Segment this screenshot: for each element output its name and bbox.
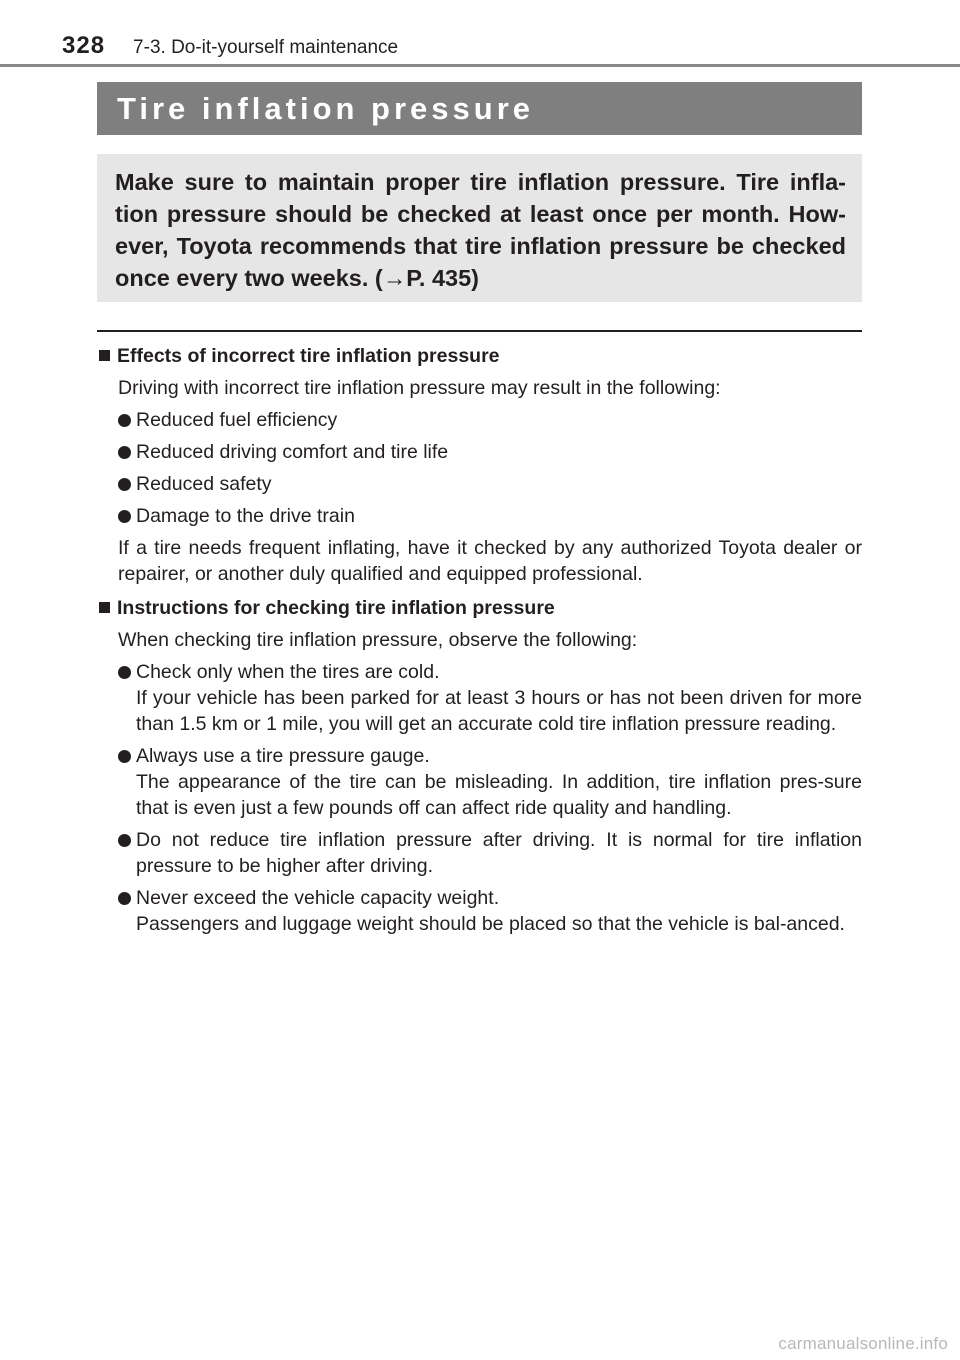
intro-text: Make sure to maintain proper tire inflation pressure. Tire infla-tion pressure should be checked at least once per month. How-ever, Toyota recommends that tire inflation pressure be checked once every two weeks. (→P. 435) [115,169,846,291]
list-item [97,439,862,465]
list-item [97,885,862,911]
page-header [62,26,398,58]
page-title: Tire inflation pressure [117,91,535,126]
section-heading-text: Effects of incorrect tire inflation pressure [117,345,500,367]
list-item-detail: The appearance of the tire can be misleading. In addition, tire inflation pres-sure that is even just a few pounds off can affect ride quality and handling. [136,771,862,819]
list-item [97,471,862,497]
round-bullet-icon [118,750,131,763]
list-item-detail: Passengers and luggage weight should be placed so that the vehicle is bal-anced. [136,913,845,935]
watermark: carmanualsonline.info [778,1334,948,1353]
round-bullet-icon [118,510,131,523]
list-item-text: Damage to the drive train [136,505,355,527]
square-bullet-icon [99,350,110,361]
content [97,343,862,937]
list-item-text: Reduced safety [136,473,272,495]
list-item [97,659,862,685]
round-bullet-icon [118,892,131,905]
section-lead: Driving with incorrect tire inflation pressure may result in the following: [118,377,721,399]
list-item-text: Reduced driving comfort and tire life [136,441,449,463]
square-bullet-icon [99,602,110,613]
list-item [97,407,862,433]
section-heading-instructions [97,595,862,621]
section-heading-effects [97,343,862,369]
list-item-text: Reduced fuel efficiency [136,409,338,431]
list-item-title: Always use a tire pressure gauge. [136,745,430,767]
list-item-title: Do not reduce tire inflation pressure after driving. It is normal for tire inflation pressure to be higher after driving. [136,829,862,877]
round-bullet-icon [118,666,131,679]
round-bullet-icon [118,446,131,459]
round-bullet-icon [118,414,131,427]
list-item [97,503,862,529]
section-closing: If a tire needs frequent inflating, have it checked by any authorized Toyota dealer or repairer, or another duly qualified and equipped professional. [118,537,862,585]
list-item [97,827,862,879]
round-bullet-icon [118,834,131,847]
list-item-title: Never exceed the vehicle capacity weight. [136,887,500,909]
list-item [97,743,862,769]
section-heading-text: Instructions for checking tire inflation pressure [117,597,555,619]
title-bar [97,82,862,135]
intro-box [97,154,862,302]
header-divider [0,64,960,67]
section-reference: 7-3. Do-it-yourself maintenance [133,37,399,58]
round-bullet-icon [118,478,131,491]
section-lead: When checking tire inflation pressure, observe the following: [118,629,638,651]
list-item-detail: If your vehicle has been parked for at least 3 hours or has not been driven for more than 1.5 km or 1 mile, you will get an accurate cold tire inflation pressure reading. [136,687,862,735]
list-item-title: Check only when the tires are cold. [136,661,440,683]
body-divider [97,330,862,332]
page-number: 328 [62,32,106,59]
